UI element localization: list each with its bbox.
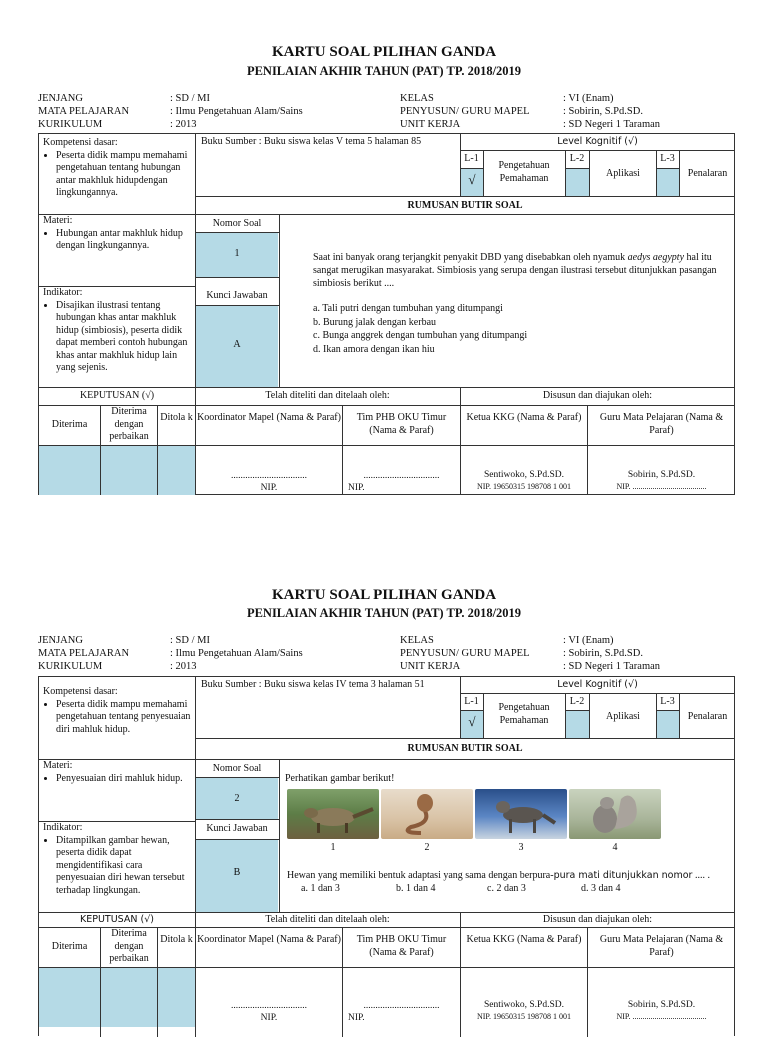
guru-nip: NIP. ..................................... bbox=[616, 482, 707, 491]
pic-label-2: 2 bbox=[424, 842, 430, 853]
level-1-check: √ bbox=[468, 172, 476, 187]
koordinator-label: Koordinator Mapel (Nama & Paraf) bbox=[197, 412, 341, 423]
indikator-label: Indikator: bbox=[43, 287, 83, 298]
diteliti-label: Telah diteliti dan ditelaah oleh: bbox=[265, 390, 390, 401]
option-a: a. 1 dan 3 bbox=[301, 883, 340, 894]
materi-text: • Penyesuaian diri mahluk hidup. bbox=[56, 773, 183, 786]
guru-mapel-label: Guru Mata Pelajaran (Nama & Paraf) bbox=[599, 934, 724, 958]
level-2-name: Aplikasi bbox=[606, 711, 640, 722]
level-1-label: L-1 bbox=[464, 153, 479, 164]
ketua-kkg-label: Ketua KKG (Nama & Paraf) bbox=[466, 412, 582, 423]
diterima-perbaikan-label: Diterima dengan perbaikan bbox=[109, 406, 149, 442]
kurikulum-label: KURIKULUM bbox=[38, 119, 103, 130]
nomor-soal-label: Nomor Soal bbox=[212, 763, 262, 774]
level-2-name: Aplikasi bbox=[606, 168, 640, 179]
materi-block bbox=[43, 760, 183, 785]
question-part2: .... . bbox=[692, 870, 710, 881]
level-kognitif-label: Level Kognitif (√) bbox=[557, 136, 638, 147]
diterima-label: Diterima bbox=[51, 941, 88, 952]
kunci-jawaban-label: Kunci Jawaban bbox=[206, 823, 268, 834]
ketua-nip: NIP. 19650315 198708 1 001 bbox=[476, 1012, 571, 1021]
ketua-nip: NIP. 19650315 198708 1 001 bbox=[476, 482, 571, 491]
kurikulum-value: : 2013 bbox=[170, 119, 197, 130]
l2-check-fill bbox=[566, 711, 589, 738]
squirrel-image bbox=[569, 789, 661, 839]
level-1-name: Pengetahuan Pemahaman bbox=[498, 160, 550, 184]
kurikulum-value: : 2013 bbox=[170, 661, 197, 672]
materi-block bbox=[43, 215, 183, 253]
penyusun-value: : Sobirin, S.Pd.SD. bbox=[563, 106, 643, 117]
card-title: KARTU SOAL PILIHAN GANDA bbox=[271, 587, 497, 603]
ketua-kkg-label: Ketua KKG (Nama & Paraf) bbox=[466, 934, 582, 945]
tim-nip: NIP. bbox=[348, 1013, 365, 1023]
pic-label-1: 1 bbox=[330, 842, 336, 853]
materi-text: • Hubungan antar makhluk hidup dengan lingkungannya. bbox=[56, 228, 183, 253]
rumusan-header: RUMUSAN BUTIR SOAL bbox=[407, 200, 523, 211]
keputusan-fill bbox=[39, 967, 195, 1027]
tim-dots: ................................ bbox=[363, 471, 440, 481]
guru-name: Sobirin, S.Pd.SD. bbox=[627, 1000, 696, 1010]
jenjang-value: : SD / MI bbox=[170, 635, 210, 646]
cobra-image bbox=[381, 789, 473, 839]
kompetensi-label: Kompetensi dasar: bbox=[43, 137, 118, 148]
option-b: b. 1 dan 4 bbox=[396, 883, 436, 894]
buku-sumber: Buku Sumber : Buku siswa kelas IV tema 3 halaman 51 bbox=[201, 679, 425, 690]
question-species: aedys aegypty bbox=[627, 252, 685, 263]
koordinator-label: Koordinator Mapel (Nama & Paraf) bbox=[197, 934, 341, 945]
guru-nip: NIP. ..................................... bbox=[616, 1012, 707, 1021]
mapel-label: MATA PELAJARAN bbox=[38, 648, 130, 659]
diterima-perbaikan-label: Diterima dengan perbaikan bbox=[109, 928, 149, 964]
tim-dots: ................................ bbox=[363, 1001, 440, 1011]
koordinator-nip: NIP. bbox=[260, 483, 278, 493]
tim-phb-label: Tim PHB OKU Timur (Nama & Paraf) bbox=[356, 934, 447, 958]
option-b: b. Burung jalak dengan kerbau bbox=[313, 316, 437, 328]
question-part1: Saat ini banyak orang terjangkit penyakit DBD yang disebabkan oleh nyamuk bbox=[313, 252, 628, 263]
rumusan-header: RUMUSAN BUTIR SOAL bbox=[407, 743, 523, 754]
buku-sumber: Buku Sumber : Buku siswa kelas V tema 5 halaman 85 bbox=[201, 136, 422, 147]
option-d: d. Ikan amora dengan ikan hiu bbox=[313, 343, 435, 355]
disusun-label: Disusun dan diajukan oleh: bbox=[542, 914, 653, 925]
card-title: KARTU SOAL PILIHAN GANDA bbox=[271, 44, 497, 60]
ketua-name: Sentiwoko, S.Pd.SD. bbox=[484, 1000, 564, 1010]
guru-mapel-label: Guru Mata Pelajaran (Nama & Paraf) bbox=[599, 412, 724, 436]
unit-value: : SD Negeri 1 Taraman bbox=[563, 119, 661, 130]
penyusun-value: : Sobirin, S.Pd.SD. bbox=[563, 648, 643, 659]
level-1-check: √ bbox=[468, 714, 476, 729]
question-part2: hal itu sangat merugikan masyarakat. Simbiosis yang serupa dengan ilustrasi tersebut ditunjukkan pasangan simbiosis berikut .... bbox=[313, 252, 717, 289]
unit-label: UNIT KERJA bbox=[400, 119, 461, 130]
level-2-label: L-2 bbox=[569, 696, 585, 707]
koordinator-dots: ................................ bbox=[231, 471, 307, 481]
kompetensi-label: Kompetensi dasar: bbox=[43, 686, 118, 697]
pic-label-4: 4 bbox=[612, 842, 618, 853]
indikator-text: • Ditampilkan gambar hewan, peserta didik dapat mengidentifikasi cara penyesuaian diri hewan tersebut terhadap lingkungan. bbox=[56, 835, 193, 898]
level-3-name: Penalaran bbox=[687, 168, 728, 179]
civet-image bbox=[287, 789, 379, 839]
koordinator-dots: ................................ bbox=[231, 1001, 307, 1011]
nomor-soal-value: 2 bbox=[234, 793, 240, 804]
kunci-jawaban-value: A bbox=[233, 339, 241, 350]
keputusan-fill bbox=[39, 445, 195, 495]
kunci-jawaban-value: B bbox=[233, 867, 241, 878]
ditolak-label: Ditola k bbox=[160, 934, 193, 945]
ditolak-label: Ditola k bbox=[160, 412, 193, 423]
question-text bbox=[313, 251, 728, 290]
level-1-label: L-1 bbox=[464, 696, 479, 707]
soal-card-2 bbox=[0, 543, 768, 1024]
soal-table bbox=[38, 676, 735, 1036]
soal-table bbox=[38, 133, 735, 495]
kompetensi-block bbox=[43, 686, 193, 736]
kelas-value: : VI (Enam) bbox=[563, 93, 614, 104]
indikator-text: • Disajikan ilustrasi tentang hubungan khas antar makhluk hidup (simbiosis), peserta didik dapat memberi contoh hubungan khas antar makhluk hidup lain yang sejenis. bbox=[56, 300, 193, 375]
prompt-text: Perhatikan gambar berikut! bbox=[285, 773, 395, 784]
unit-label: UNIT KERJA bbox=[400, 661, 461, 672]
mapel-value: : Ilmu Pengetahuan Alam/Sains bbox=[170, 106, 303, 117]
diteliti-label: Telah diteliti dan ditelaah oleh: bbox=[265, 914, 390, 925]
question-part1: Hewan yang memiliki bentuk adaptasi yang sama dengan berpura- bbox=[287, 870, 554, 881]
level-3-label: L-3 bbox=[660, 153, 675, 164]
kunci-jawaban-label: Kunci Jawaban bbox=[206, 290, 268, 301]
jenjang-label: JENJANG bbox=[38, 93, 83, 104]
level-1-name: Pengetahuan Pemahaman bbox=[498, 702, 550, 726]
keputusan-label: KEPUTUSAN (√) bbox=[80, 914, 154, 925]
level-3-label: L-3 bbox=[660, 696, 675, 707]
options-list bbox=[313, 302, 713, 356]
penyusun-label: PENYUSUN/ GURU MAPEL bbox=[400, 648, 530, 659]
unit-value: : SD Negeri 1 Taraman bbox=[563, 661, 661, 672]
mapel-value: : Ilmu Pengetahuan Alam/Sains bbox=[170, 648, 303, 659]
kompetensi-block bbox=[43, 137, 193, 200]
indikator-label: Indikator: bbox=[43, 822, 83, 833]
diterima-label: Diterima bbox=[51, 419, 88, 430]
card-subtitle: PENILAIAN AKHIR TAHUN (PAT) TP. 2018/2019 bbox=[246, 64, 522, 78]
disusun-label: Disusun dan diajukan oleh: bbox=[542, 390, 653, 401]
l3-check-fill bbox=[657, 711, 679, 738]
l2-check-fill bbox=[566, 168, 589, 196]
koordinator-nip: NIP. bbox=[260, 1013, 278, 1023]
keputusan-label: KEPUTUSAN (√) bbox=[79, 390, 155, 401]
ketua-name: Sentiwoko, S.Pd.SD. bbox=[484, 470, 564, 480]
penyusun-label: PENYUSUN/ GURU MAPEL bbox=[400, 106, 530, 117]
kurikulum-label: KURIKULUM bbox=[38, 661, 103, 672]
nomor-soal-label: Nomor Soal bbox=[212, 218, 262, 229]
level-3-name: Penalaran bbox=[687, 711, 728, 722]
question-cursive: pura mati ditunjukkan nomor bbox=[553, 870, 693, 881]
kelas-label: KELAS bbox=[400, 635, 434, 646]
jenjang-label: JENJANG bbox=[38, 635, 83, 646]
mapel-label: MATA PELAJARAN bbox=[38, 106, 130, 117]
question-text bbox=[287, 870, 732, 883]
tim-nip: NIP. bbox=[348, 483, 365, 493]
guru-name: Sobirin, S.Pd.SD. bbox=[627, 470, 696, 480]
materi-label: Materi: bbox=[43, 760, 73, 771]
tim-phb-label: Tim PHB OKU Timur (Nama & Paraf) bbox=[356, 412, 447, 436]
indikator-block bbox=[43, 287, 193, 375]
kelas-value: : VI (Enam) bbox=[563, 635, 614, 646]
jenjang-value: : SD / MI bbox=[170, 93, 210, 104]
kelas-label: KELAS bbox=[400, 93, 434, 104]
materi-label: Materi: bbox=[43, 215, 73, 226]
l3-check-fill bbox=[657, 168, 679, 196]
indikator-block bbox=[43, 822, 193, 897]
option-c: c. Bunga anggrek dengan tumbuhan yang ditumpangi bbox=[313, 330, 528, 341]
kompetensi-text: • Peserta didik mampu memahami pengetahuan tentang penyesuaian diri mahluk hidup. bbox=[56, 699, 193, 737]
level-kognitif-label: Level Kognitif (√) bbox=[557, 679, 638, 690]
pic-label-3: 3 bbox=[518, 842, 524, 853]
level-2-label: L-2 bbox=[569, 153, 585, 164]
kompetensi-text: • Peserta didik mampu memahami pengetahuan tentang hubungan antar makhluk hidupdengan lingkungannya. bbox=[56, 150, 193, 200]
nomor-soal-value: 1 bbox=[234, 248, 240, 259]
wolf-image bbox=[475, 789, 567, 839]
card-subtitle: PENILAIAN AKHIR TAHUN (PAT) TP. 2018/2019 bbox=[246, 606, 522, 620]
option-d: d. 3 dan 4 bbox=[581, 883, 621, 894]
option-c: c. 2 dan 3 bbox=[487, 883, 526, 894]
option-a: a. Tali putri dengan tumbuhan yang ditumpangi bbox=[313, 303, 503, 314]
